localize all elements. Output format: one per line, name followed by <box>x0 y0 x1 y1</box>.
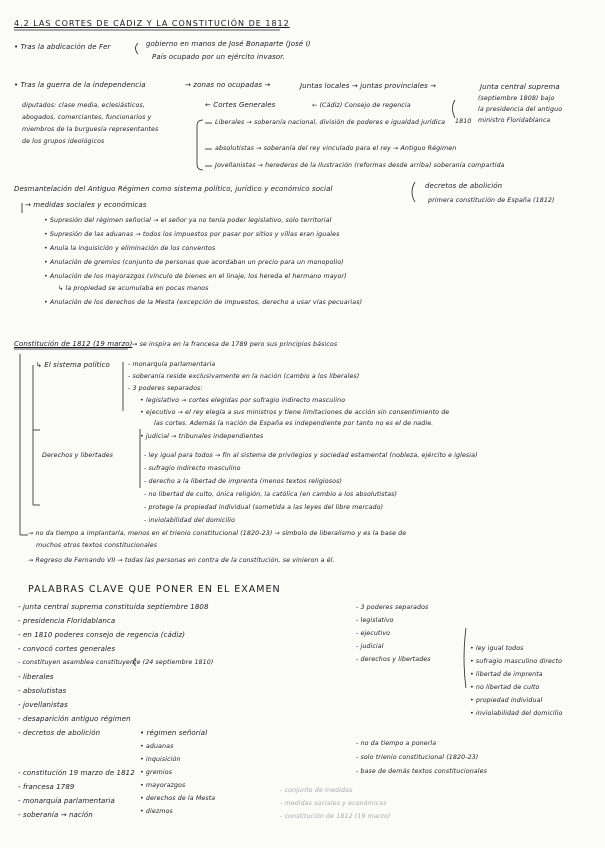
sistema-item: • ejecutivo → el rey elegía a sus ministros y tiene limitaciones de acción sin consentimiento de <box>140 409 450 416</box>
palabras-title: PALABRAS CLAVE QUE PONER EN EL EXAMEN <box>28 584 281 595</box>
right-bottom-item: - no da tiempo a ponerla <box>356 740 437 747</box>
palabra-item: - constituyen asamblea constituyente (24 septiembre 1810) <box>18 659 214 666</box>
bottom-left-item: - monarquía parlamentaria <box>18 797 115 805</box>
derechos-sub-item: • no libertad de culto <box>470 684 540 691</box>
faint-item: - medidas sociales y económicas <box>280 800 387 807</box>
intro-line2-f: la presidencia del antiguo <box>478 106 563 113</box>
palabra-item: - junta central suprema constituida septiembre 1808 <box>18 603 209 611</box>
derechos-label: Derechos y libertades <box>42 452 114 459</box>
medidas-label: → medidas sociales y económicas <box>25 201 147 209</box>
cortes-generales: ← Cortes Generales <box>205 101 276 109</box>
primera-constitucion: primera constitución de España (1812) <box>428 197 555 204</box>
abolicion-item: • régimen señorial <box>140 729 208 737</box>
abolicion-item: • gremios <box>140 769 173 776</box>
derecho-item: - protege la propiedad individual (sometida a las leyes del libre mercado) <box>144 504 384 511</box>
faint-item: - conjunto de medidas <box>280 787 353 794</box>
abolicion-item: • derechos de la Mesta <box>140 795 216 802</box>
no-da-tiempo-2: muchos otros textos constitucionales <box>36 542 158 549</box>
intro-line2-e: (septiembre 1808) bajo <box>478 95 555 102</box>
medida-item: • Anula la inquisición y eliminación de los conventos <box>44 245 216 252</box>
intro-line2-d: Junta central suprema <box>480 83 560 91</box>
palabra-item: - jovellanistas <box>18 701 68 709</box>
palabra-item: - liberales <box>18 673 54 681</box>
palabra-item: - absolutistas <box>18 687 67 695</box>
consejo-regencia: ← (Cádiz) Consejo de regencia <box>312 102 411 109</box>
sistema-item: - monarquía parlamentaria <box>128 361 216 368</box>
faint-item: - constitución de 1812 (19 marzo) <box>280 813 391 820</box>
intro-line2-a: • Tras la guerra de la independencia <box>14 81 146 89</box>
intro-line1-a: • Tras la abdicación de Fer <box>14 43 111 51</box>
diputados-3: miembros de la burguesía representantes <box>22 126 159 133</box>
palabra-item: - presidencia Floridablanca <box>18 617 116 625</box>
diputados-1: diputados: clase media, eclesiásticos, <box>22 102 145 109</box>
right-item: - judicial <box>356 643 384 650</box>
derecho-item: - derecho a la libertad de imprenta (menos textos religiosos) <box>144 478 343 485</box>
intro-line2-g: ministro Floridablanca <box>478 117 551 124</box>
derecho-item: - no libertad de culto, única religión, la católica (en cambio a los absolutistas) <box>144 491 398 498</box>
right-item: - derechos y libertades <box>356 656 431 663</box>
palabra-item: - en 1810 poderes consejo de regencia (cádiz) <box>18 631 186 639</box>
constitucion-title: Constitución de 1812 (19 marzo) <box>14 340 133 348</box>
right-item: - legislativo <box>356 617 394 624</box>
medida-item: • Anulación de gremios (conjunto de personas que acordaban un precio para un monopolio) <box>44 259 344 266</box>
medida-item: • Anulación de los derechos de la Mesta (excepción de impuestos, derecho a usar vías pecuarias) <box>44 299 363 306</box>
intro-line1-c: País ocupado por un ejército invasor. <box>152 53 285 61</box>
medida-item: • Supresión de las aduanas → todos los impuestos por pasar por sitios y villas eran iguales <box>44 231 340 238</box>
sistema-politico-label: ↳ El sistema político <box>36 361 110 369</box>
right-bottom-item: - base de demás textos constitucionales <box>356 768 487 775</box>
decretos-abolicion: decretos de abolición <box>425 182 503 190</box>
abolicion-item: • diezmos <box>140 808 173 815</box>
derecho-item: - inviolabilidad del domicilio <box>144 517 235 524</box>
sistema-item: - soberanía reside exclusivamente en la nación (cambio a los liberales) <box>128 373 360 380</box>
constitucion-title-rest: → se inspira en la francesa de 1789 pero sus principios básicos <box>132 341 338 348</box>
year-1810: 1810 <box>455 118 472 125</box>
sistema-item: - 3 poderes separados: <box>128 385 203 392</box>
abolicion-item: • inquisición <box>140 756 181 763</box>
no-da-tiempo: → no da tiempo a implantarla, menos en el trienio constitucional (1820-23) → símbolo de liberalismo y es la base de <box>28 530 407 537</box>
medida-item: ↳ la propiedad se acumulaba en pocas manos <box>58 285 209 292</box>
diputados-4: de los grupos ideológicos <box>22 138 105 145</box>
sistema-item: • legislativo → cortes elegidas por sufragio indirecto masculino <box>140 397 346 404</box>
intro-line1-b: gobierno en manos de José Bonaparte (José I) <box>146 40 311 48</box>
derechos-sub-item: • sufragio masculino directo <box>470 658 563 665</box>
derechos-sub-item: • libertad de imprenta <box>470 671 543 678</box>
derechos-sub-item: • propiedad individual <box>470 697 543 704</box>
palabra-item: - decretos de abolición <box>18 729 101 737</box>
palabra-item: - convocó cortes generales <box>18 645 116 653</box>
medida-item: • Supresión del régimen señorial → el señor ya no tenía poder legislativo, solo territorial <box>44 217 332 224</box>
jovellanistas-note: Jovellanistas → herederos de la Ilustración (reformas desde arriba) soberanía compartida <box>215 162 505 169</box>
sistema-item: las cortes. Además la nación de España es independiente por tanto no es el de nadie. <box>154 420 434 427</box>
derechos-sub-item: • ley igual todos <box>470 645 524 652</box>
derecho-item: - ley igual para todos → fin al sistema de privilegios y sociedad estamental (nobleza, ejército e iglesia) <box>144 452 478 459</box>
right-item: - ejecutivo <box>356 630 391 637</box>
intro-line2-c: Juntas locales → juntas provinciales → <box>300 82 437 90</box>
derecho-item: - sufragio indirecto masculino <box>144 465 241 472</box>
liberales-note: Liberales → soberanía nacional, división de poderes e igualdad jurídica <box>215 119 446 126</box>
derechos-sub-item: • inviolabilidad del domicilio <box>470 710 563 717</box>
abolicion-item: • mayorazgos <box>140 782 186 789</box>
intro-line2-b: → zonas no ocupadas → <box>185 81 271 89</box>
bottom-left-item: - soberanía → nación <box>18 811 93 819</box>
bottom-left-item: - francesa 1789 <box>18 783 75 791</box>
diputados-2: abogados, comerciantes, funcionarios y <box>22 114 152 121</box>
abolicion-item: • aduanas <box>140 743 174 750</box>
medida-item: • Anulación de los mayorazgos (vínculo de bienes en el linaje, los hereda el hermano mayor) <box>44 273 347 280</box>
desmantelacion-title: Desmantelación del Antiguo Régimen como sistema político, jurídico y económico social <box>14 185 333 193</box>
page-heading: 4.2 LAS CORTES DE CÁDIZ Y LA CONSTITUCIÓN DE 1812 <box>14 19 290 28</box>
sistema-item: • judicial → tribunales independientes <box>140 433 264 440</box>
bottom-left-item: - constitución 19 marzo de 1812 <box>18 769 135 777</box>
right-item: - 3 poderes separados <box>356 604 429 611</box>
palabra-item: - desaparición antiguo régimen <box>18 715 131 723</box>
right-bottom-item: - solo trienio constitucional (1820-23) <box>356 754 479 761</box>
regreso-fernando: → Regreso de Fernando VII → todas las personas en contra de la constitución, se vinieron a él. <box>28 557 335 564</box>
absolutistas-note: absolutistas → soberanía del rey vinculado para el rey → Antiguo Régimen <box>215 145 457 152</box>
